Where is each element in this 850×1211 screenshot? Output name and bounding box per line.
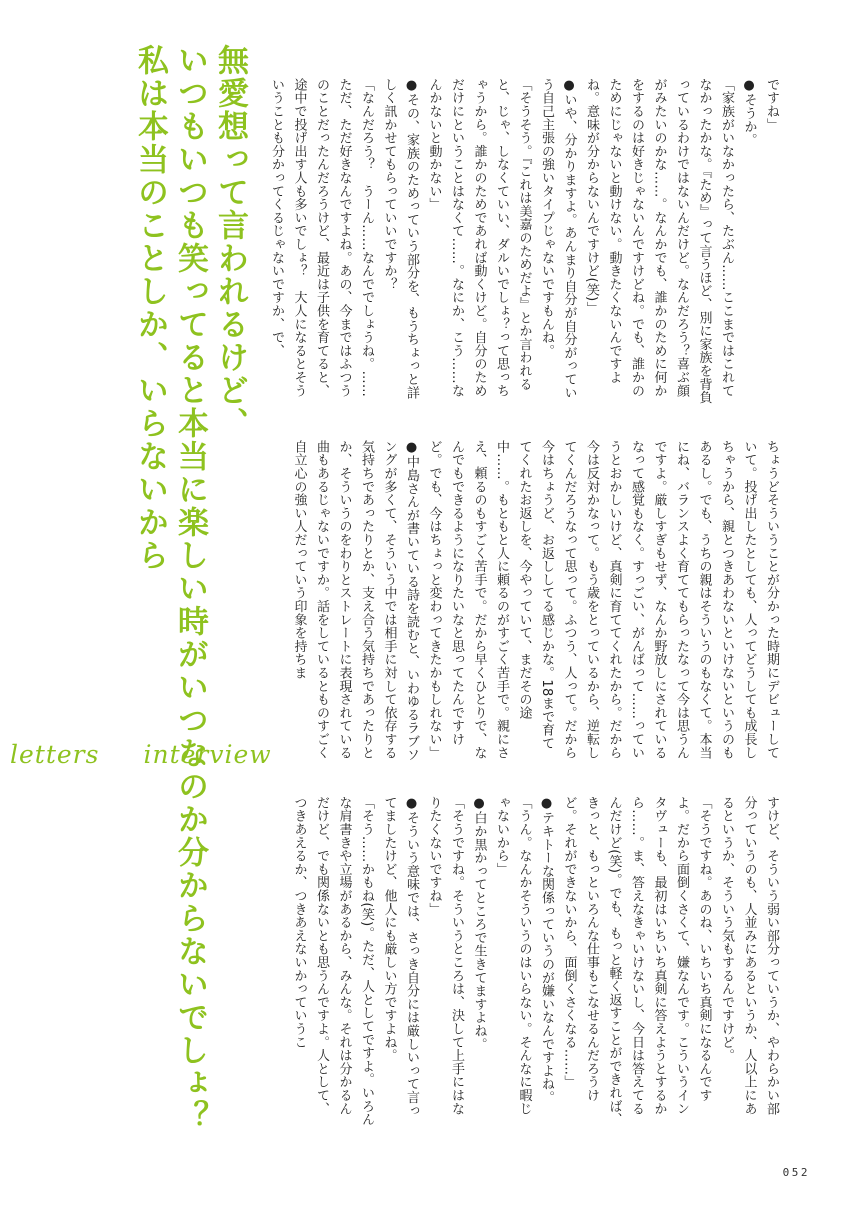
headline-line-1: 無愛想って言われるけど、 [212, 44, 248, 440]
paragraph: ●テキトーな関係っていうのが嫌いなんですよね。 [539, 796, 554, 1104]
paragraph: 「家族がいなかったら、たぶん……ここまではこれてなかったかな。『ため』って言うほど、別に家族を背負っているわけではないんだけど。なんだろう？喜ぶ顔がみたいのかな……。なんかでも、誰かのために何かをするのは好きじゃないんですけどね。でも、誰かのためにじゃないと動けない。動きたくないんですよね。意味が分からないんですけど(笑)」 [584, 78, 734, 404]
headline-line-3: 私は本当のことしか、いらないから [132, 44, 168, 572]
paragraph: ●白か黒かってところで生きてますよね。 [471, 796, 487, 1051]
page-number: 052 [782, 1166, 810, 1179]
headline-line-2: いつもいつも笑ってると本当に楽しい時がいつなのか分からないでしょ？ [172, 44, 208, 1133]
logo-word-letters: letters [10, 740, 100, 769]
paragraph: 「そうですね。そういうところは、決して上手にはなりたくないですね」 [426, 796, 464, 1116]
paragraph: 「そうそう。『これは美嘉のためだよ』とか言われると、じゃ、しなくていい、ダルいでしょ？って思っちゃうから。誰かのためであれば動くけど。自分のためだけにということはなくて……。なにか、こう……なんかないと動かない」 [426, 78, 532, 398]
headline [120, 40, 250, 1133]
body-text-block-bottom [258, 796, 782, 1126]
paragraph: 「うん。なんかそういうのはいらない。そんなに暇じゃないから」 [494, 796, 532, 1116]
paragraph: すけど、そういう弱い部分っていうか、やわらかい部分っていうのも、人並みにあるというか、人以上にあるというか、そういう気もするんですけど。 [719, 796, 779, 1116]
paragraph: 「そう……かもね(笑)。ただ、人としてですよ。いろんな肩書きや立場があるから、みんな。それは分かるんだけど、でも関係ないとも思うんですよ。人として、つきあえるか、つきあえないかっていうこ [291, 796, 374, 1126]
paragraph: ●そういう意味では、さっき自分には厳しいって言ってましたけど、他人にも厳しい方ですよね。 [381, 796, 419, 1118]
paragraph: 「そうですね。あのね、いちいち真剣になるんですよ。だから面倒くさくて、嫌なんです。こういうインタヴューも、最初はいちいち真剣に答えようとするから……。ま、答えなきゃいけないし、今日は答えてるんだけど(笑)。でも、もっと軽く返すことができれば、きっと、もっといろんな仕事もこなせるんだろうけど。それができないから、面倒くさくなる……」 [561, 796, 712, 1126]
body-text-block-top [258, 78, 782, 406]
paragraph: ●その、家族のためっていう部分を、もうちょっと詳しく訊かせてもらっていいですか？ [381, 78, 419, 400]
paragraph: ●そうか。 [741, 78, 757, 147]
paragraph: ●いや、分かりますよ。あんまり自分が自分がっていう自己主張の強いタイプじゃないですもんね。 [539, 78, 577, 400]
body-text-block-middle [258, 440, 782, 762]
paragraph: 「なんだろう？ うーん……なんででしょうね。……ただ、ただ好きなんですよね。あの、今まではふつうのことだったんだろうけど、最近は子供を育てると、途中で投げ出す人も多いでしょ？ 大人になるとそういうことも分かってくるじゃないですか、で、 [269, 78, 374, 398]
logo-word-interview: interview [143, 740, 272, 769]
paragraph: ●中島さんが書いている詩を読むと、いわゆるラブソングが多くて、そういう中では相手に対して依存する気持ちであったりとか、支え合う気持ちであったりとか、そういうのをわりとストレートに表現されている曲もあるじゃないですか。話をしているとものすごく自立心の強い人だっていう印象を持ちま [291, 440, 419, 762]
paragraph: ですね」 [764, 78, 779, 132]
paragraph: ちょうどそういうことが分かった時期にデビューしていて。投げ出したとしても、人ってどうしても成長しちゃうから、親とつきあわないといけないというのもあるし。でも、うちの親はそういうのもなくて。本当にね、バランスよく育ててもらったなって今は思うんですよ。厳しすぎもせず、なんか野放しにされているなって感覚もなく。すっごい、がんばって……っていうとおかしいけど、真剣に育ててくれたから。だから今は反対かなって。もう歳をとっているから、逆転してくんだろうなって思って。ふつう、人って。だから今はちょうど、お返ししてる感じかな。18まで育ててくれたお返しを、今やっていて、まだその途中……。もともと人に頼るのがすごく苦手で。親にさえ、頼るのもすごく苦手で。だから早くひとりで、なんでもできるようになりたいなと思ってたんですけど。でも、今はちょっと変わってきたかもしれない」 [426, 440, 779, 760]
letters-interview-logo [10, 740, 316, 769]
